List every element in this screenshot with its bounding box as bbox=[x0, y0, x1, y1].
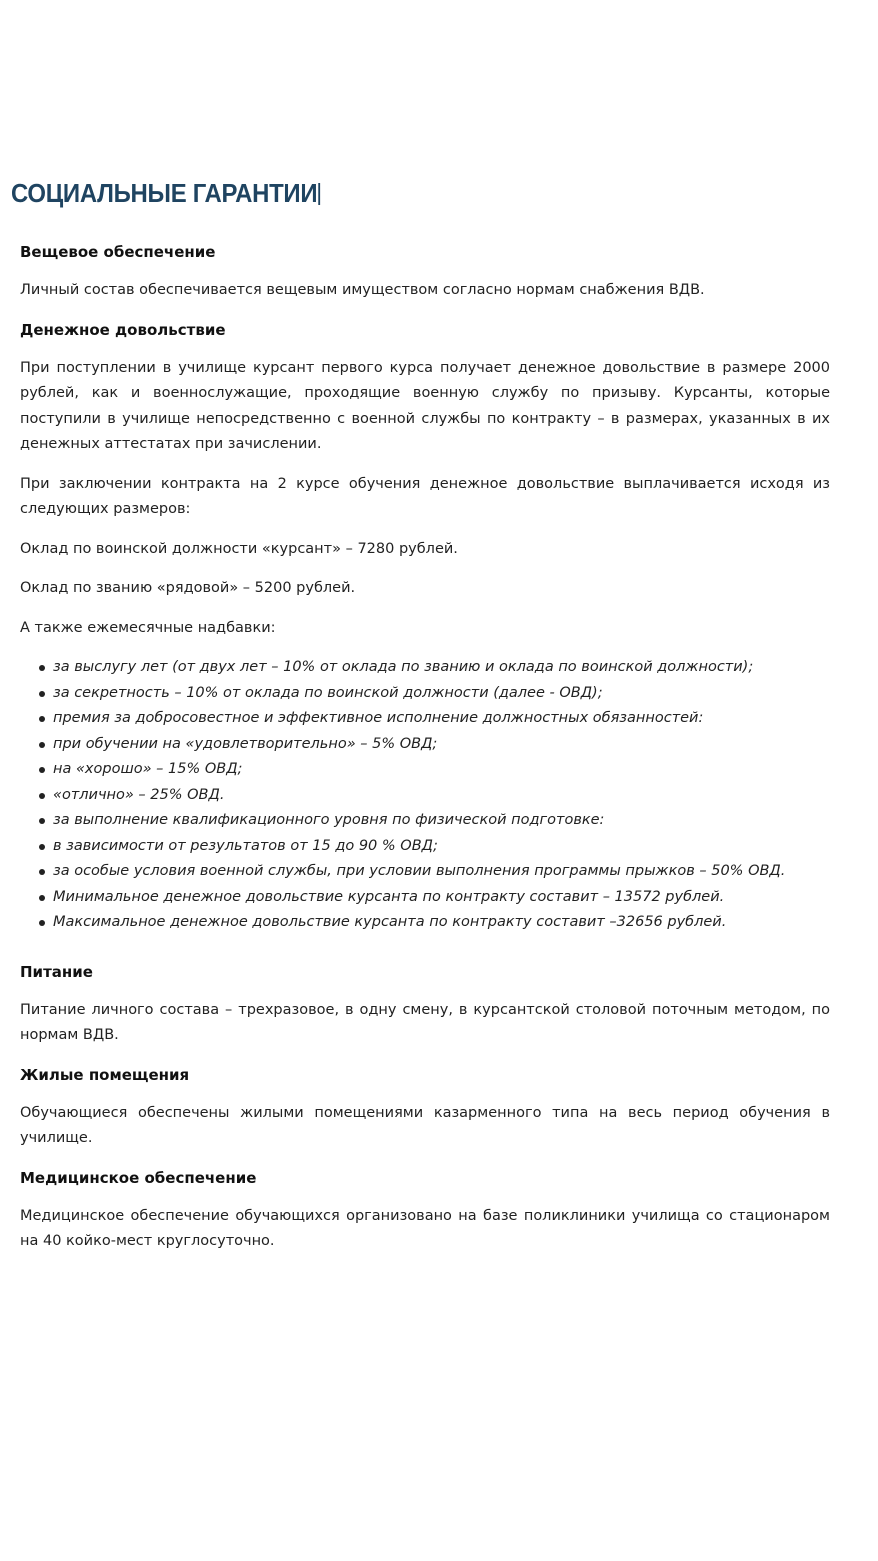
list-item bbox=[20, 706, 830, 732]
clothing-text: Личный состав обеспечивается вещевым имуществом согласно нормам снабжения ВДВ. bbox=[20, 282, 705, 298]
list-item-text: «отлично» – 25% ОВД. bbox=[53, 786, 225, 803]
list-item bbox=[20, 859, 830, 885]
list-item bbox=[20, 681, 830, 707]
list-item-text: за особые условия военной службы, при условии выполнения программы прыжков – 50% ОВД. bbox=[53, 863, 786, 879]
food-text: Питание личного состава – трехразовое, в одну смену, в курсантской столовой поточным методом, по нормам ВДВ. bbox=[20, 1001, 830, 1043]
allowance-paragraph-4: Оклад по званию «рядовой» – 5200 рублей. bbox=[20, 580, 356, 596]
heading-allowance: Денежное довольствие bbox=[20, 320, 226, 339]
list-item-text: Максимальное денежное довольствие курсанта по контракту составит –32656 рублей. bbox=[53, 914, 727, 930]
list-item bbox=[20, 910, 830, 936]
bullet-icon bbox=[39, 869, 45, 875]
bullet-icon bbox=[39, 793, 45, 799]
list-item-text: Минимальное денежное довольствие курсанта по контракту составит – 13572 рублей. bbox=[53, 888, 725, 905]
list-item bbox=[20, 808, 830, 834]
allowance-paragraph-2: При заключении контракта на 2 курсе обучения денежное довольствие выплачивается исходя из следующих размеров: bbox=[20, 475, 830, 517]
heading-food: Питание bbox=[20, 962, 93, 981]
list-item-text: при обучении на «удовлетворительно» – 5% ОВД; bbox=[53, 735, 438, 752]
bullet-icon bbox=[39, 665, 45, 671]
bullet-icon bbox=[39, 767, 45, 773]
allowance-paragraph-1: При поступлении в училище курсант первого курса получает денежное довольствие в размере 2000 рублей, как и военнослужащие, проходящие военную службу по призыву. Курсанты, которые поступили в училище непосредственно с военной службы по контракту – в размерах, указанных в их денежных аттестатах при зачислении. bbox=[20, 359, 830, 452]
heading-clothing: Вещевое обеспечение bbox=[20, 243, 216, 261]
heading-medical: Медицинское обеспечение bbox=[20, 1168, 257, 1187]
list-item-text: за секретность – 10% от оклада по воинской должности (далее - ОВД); bbox=[53, 684, 603, 701]
list-item bbox=[20, 655, 830, 681]
bullet-icon bbox=[39, 716, 45, 722]
list-item-text: премия за добросовестное и эффективное исполнение должностных обязанностей: bbox=[53, 710, 704, 726]
content bbox=[20, 240, 830, 1269]
bullet-icon bbox=[39, 742, 45, 748]
bullet-icon bbox=[39, 818, 45, 824]
bullet-icon bbox=[39, 844, 45, 850]
medical-text: Медицинское обеспечение обучающихся организовано на базе поликлиники училища со стационаром на 40 койко-мест круглосуточно. bbox=[20, 1207, 830, 1249]
list-item-text: за выслугу лет (от двух лет – 10% от оклада по званию и оклада по воинской должности); bbox=[53, 659, 754, 675]
list-item bbox=[20, 783, 830, 809]
heading-housing: Жилые помещения bbox=[20, 1065, 190, 1084]
page-title-text: СОЦИАЛЬНЫЕ ГАРАНТИИ bbox=[11, 178, 318, 208]
list-item-text: в зависимости от результатов от 15 до 90 % ОВД; bbox=[53, 837, 438, 854]
bullet-icon bbox=[39, 691, 45, 697]
page-title bbox=[11, 176, 320, 210]
list-item bbox=[20, 732, 830, 758]
allowance-paragraph-3: Оклад по воинской должности «курсант» – 7280 рублей. bbox=[20, 540, 458, 557]
list-item bbox=[20, 757, 830, 783]
bullet-icon bbox=[39, 920, 45, 926]
list-item-text: на «хорошо» – 15% ОВД; bbox=[53, 761, 243, 777]
title-cursor bbox=[318, 183, 320, 205]
list-item-text: за выполнение квалификационного уровня по физической подготовке: bbox=[53, 812, 605, 828]
list-item bbox=[20, 885, 830, 911]
allowance-bullet-list bbox=[20, 655, 830, 936]
allowance-paragraph-5: А также ежемесячные надбавки: bbox=[20, 619, 276, 636]
list-item bbox=[20, 834, 830, 860]
bullet-icon bbox=[39, 895, 45, 901]
housing-text: Обучающиеся обеспечены жилыми помещениями казарменного типа на весь период обучения в училище. bbox=[20, 1104, 830, 1146]
